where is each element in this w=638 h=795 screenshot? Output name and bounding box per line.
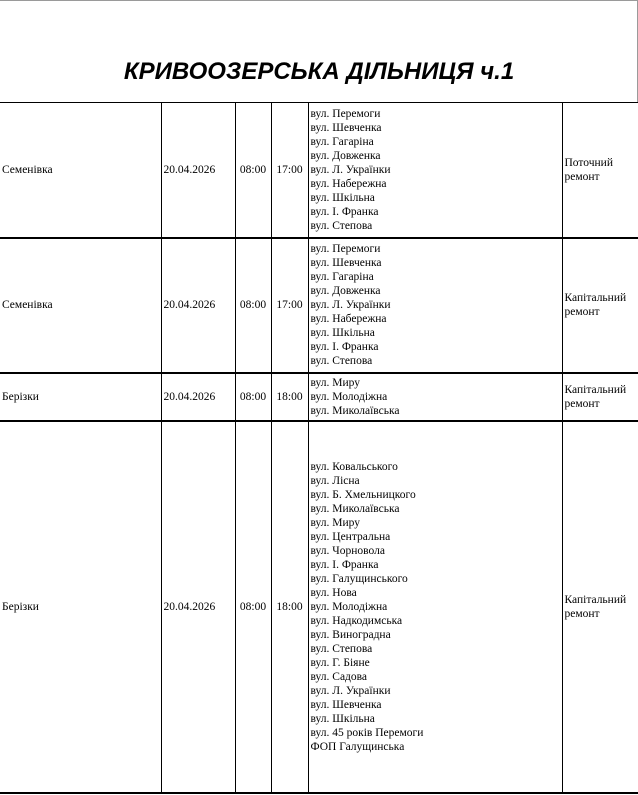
- work-type-cell: [562, 373, 638, 421]
- street-item: вул. Ковальського: [310, 460, 398, 473]
- start-time-cell: 08:00: [235, 373, 271, 421]
- date-cell: 20.04.2026: [161, 373, 235, 421]
- page-top-border: [0, 0, 638, 1]
- street-item: вул. Набережна: [310, 313, 387, 325]
- street-item: вул. Б. Хмельницкого: [310, 488, 416, 501]
- street-item: вул. Степова: [310, 219, 373, 232]
- village-cell: Семенівка: [0, 238, 161, 373]
- street-item: вул. Миколаївська: [310, 502, 400, 515]
- street-item: вул. Л. Українки: [310, 684, 391, 697]
- street-item: вул. Садова: [310, 670, 368, 683]
- street-item: вул. Шкільна: [310, 191, 375, 204]
- street-item: вул. Миру: [310, 376, 360, 389]
- end-time-cell: 17:00: [271, 238, 308, 373]
- start-time-cell: 08:00: [235, 421, 271, 793]
- street-item: вул. Л. Українки: [310, 299, 391, 311]
- street-item: вул. І. Франка: [310, 205, 379, 218]
- work-type-cell: [562, 103, 638, 238]
- street-item: вул. Гагаріна: [310, 271, 374, 283]
- work-type-line: Поточний: [564, 156, 613, 169]
- work-type-line: Капітальний: [564, 383, 627, 396]
- street-item: вул. Виноградна: [310, 628, 391, 641]
- street-item: вул. Шкільна: [310, 712, 375, 725]
- street-item: вул. І. Франка: [310, 558, 379, 571]
- table-row: [0, 103, 638, 238]
- start-time-cell: 08:00: [235, 238, 271, 373]
- street-item: вул. Шевченка: [310, 257, 382, 269]
- table-row: [0, 421, 638, 793]
- street-item: вул. Гагаріна: [310, 135, 374, 148]
- village-cell: Семенівка: [0, 103, 161, 238]
- street-item: вул. Молодіжна: [310, 600, 388, 613]
- village-cell: Берізки: [0, 421, 161, 793]
- work-type-line: Капітальний: [564, 292, 627, 304]
- street-item: вул. Лісна: [310, 474, 360, 487]
- street-item: вул. Г. Біяне: [310, 656, 370, 669]
- street-item: вул. Шкільна: [310, 327, 375, 339]
- table-row: [0, 373, 638, 421]
- page-title: КРИВООЗЕРСЬКА ДІЛЬНИЦЯ ч.1: [123, 58, 515, 85]
- street-item: вул. Надкодимська: [310, 614, 403, 627]
- street-item: вул. Степова: [310, 642, 373, 655]
- work-type-cell: [562, 238, 638, 373]
- street-item: вул. Шевченка: [310, 698, 382, 711]
- streets-cell: [308, 103, 562, 238]
- table-row: [0, 238, 638, 373]
- work-type-line: ремонт: [564, 306, 600, 318]
- work-type-line: ремонт: [564, 607, 600, 620]
- date-cell: 20.04.2026: [161, 238, 235, 373]
- end-time-cell: 18:00: [271, 373, 308, 421]
- start-time-cell: 08:00: [235, 103, 271, 238]
- village-cell: Берізки: [0, 373, 161, 421]
- street-item: вул. Чорновола: [310, 544, 385, 557]
- work-type-line: ремонт: [564, 397, 600, 410]
- streets-cell: [308, 238, 562, 373]
- streets-cell: [308, 421, 562, 793]
- street-item: вул. Л. Українки: [310, 163, 391, 176]
- work-type-cell: [562, 421, 638, 793]
- street-item: вул. І. Франка: [310, 341, 379, 353]
- streets-cell: [308, 373, 562, 421]
- street-item: вул. Набережна: [310, 177, 387, 190]
- street-item: вул. Миколаївська: [310, 404, 400, 417]
- street-item: вул. Довженка: [310, 285, 381, 297]
- street-item: вул. Перемоги: [310, 243, 381, 255]
- street-item: вул. Довженка: [310, 149, 381, 162]
- street-item: вул. Галущинського: [310, 572, 408, 585]
- outage-schedule-table: [0, 102, 638, 794]
- end-time-cell: 17:00: [271, 103, 308, 238]
- street-item: вул. Шевченка: [310, 121, 382, 134]
- work-type-line: ремонт: [564, 170, 600, 183]
- street-item: вул. Молодіжна: [310, 390, 388, 403]
- street-item: вул. Перемоги: [310, 107, 381, 120]
- street-item: вул. Центральна: [310, 530, 391, 543]
- date-cell: 20.04.2026: [161, 421, 235, 793]
- date-cell: 20.04.2026: [161, 103, 235, 238]
- street-item: вул. 45 років Перемоги: [310, 726, 424, 739]
- work-type-line: Капітальний: [564, 593, 627, 606]
- street-item: вул. Степова: [310, 355, 373, 367]
- end-time-cell: 18:00: [271, 421, 308, 793]
- street-item: вул. Миру: [310, 516, 360, 529]
- street-item: ФОП Галущинська: [310, 740, 405, 753]
- street-item: вул. Нова: [310, 586, 357, 599]
